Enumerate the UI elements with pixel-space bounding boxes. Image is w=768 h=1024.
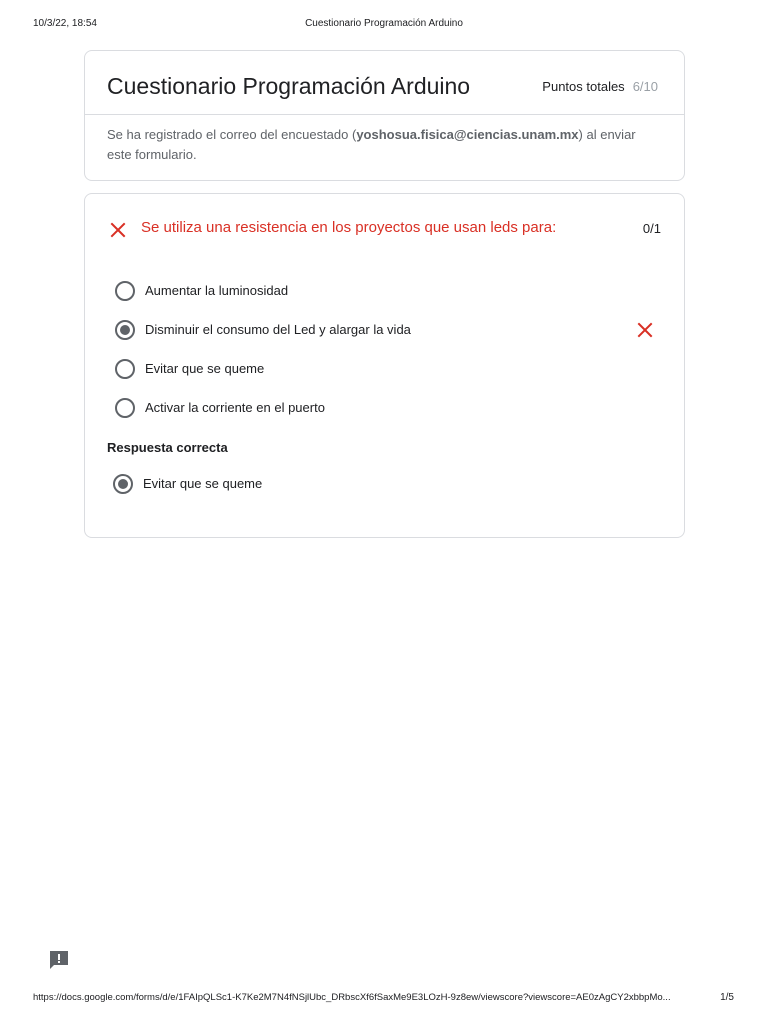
answer-option	[115, 359, 655, 381]
correct-answer-label: Evitar que se queme	[143, 476, 263, 491]
option-label: Activar la corriente en el puerto	[145, 400, 325, 415]
question-score: 0/1	[642, 221, 661, 236]
answer-option	[115, 281, 655, 303]
total-points-value: 6/10	[632, 79, 658, 94]
divider	[85, 114, 684, 115]
question-card	[84, 193, 685, 538]
radio-button	[115, 398, 135, 418]
option-label: Aumentar la luminosidad	[145, 283, 289, 298]
correct-answer-heading: Respuesta correcta	[107, 440, 228, 455]
form-title: Cuestionario Programación Arduino	[107, 73, 471, 99]
option-label: Evitar que se queme	[145, 361, 265, 376]
total-points	[542, 79, 658, 94]
email-note-suffix: ) al enviar este formulario.	[107, 127, 636, 162]
print-title: Cuestionario Programación Arduino	[305, 18, 463, 29]
feedback-icon[interactable]	[48, 950, 70, 970]
respondent-email: yoshosua.fisica@ciencias.unam.mx	[356, 127, 579, 142]
answer-option	[115, 320, 655, 342]
close-icon	[109, 221, 127, 239]
radio-button-selected	[113, 474, 133, 494]
option-label: Disminuir el consumo del Led y alargar la vida	[145, 322, 411, 337]
print-url: https://docs.google.com/forms/d/e/1FAIpQLSc1-K7Ke2M7N4fNSjlUbc_DRbscXf6fSaxMe9E3LOzH-9z8ew/viewscore?viewscore=AE0zAgCY2xbbpMo...	[33, 992, 671, 1003]
radio-button	[115, 359, 135, 379]
print-page-number: 1/5	[720, 992, 734, 1003]
radio-button-selected	[115, 320, 135, 340]
question-text: Se utiliza una resistencia en los proyectos que usan leds para:	[141, 219, 557, 236]
total-points-label: Puntos totales	[542, 79, 625, 94]
correct-answer-option	[113, 474, 653, 496]
radio-button	[115, 281, 135, 301]
answer-option	[115, 398, 655, 420]
email-note	[107, 125, 662, 165]
close-icon	[637, 322, 653, 338]
form-header-card	[84, 50, 685, 181]
email-note-prefix: Se ha registrado el correo del encuestado (	[107, 127, 357, 142]
print-date: 10/3/22, 18:54	[33, 18, 97, 29]
